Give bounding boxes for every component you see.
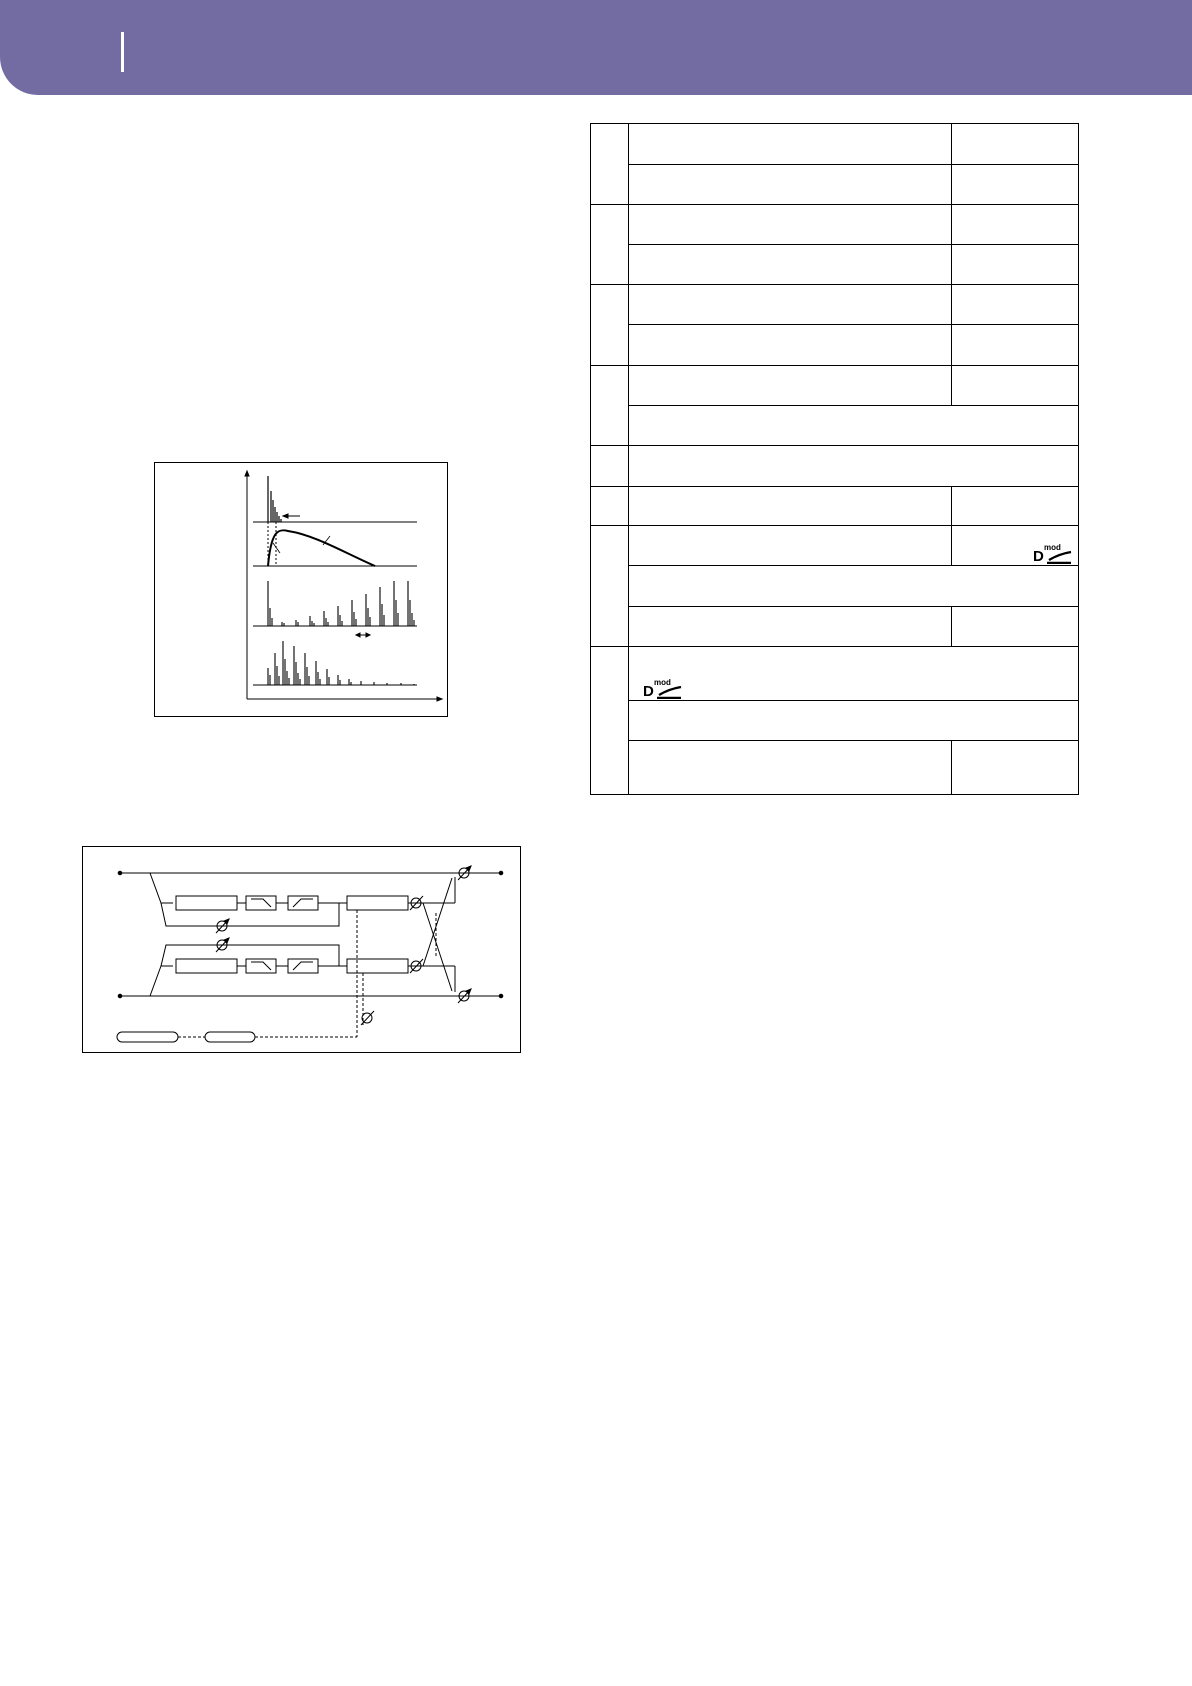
- lower-delay-block: [176, 959, 237, 973]
- upper-mix-block: [347, 896, 408, 910]
- row4-bursts: [268, 641, 414, 685]
- table-row-line: [628, 405, 1079, 406]
- dmod-icon: D mod: [643, 682, 689, 700]
- page-header-band: [0, 0, 1192, 95]
- row2-envelope: [268, 530, 375, 566]
- upper-lowpass-block: [246, 896, 276, 910]
- table-row-line: [628, 324, 1079, 325]
- table-row-line: [628, 740, 1079, 741]
- table-row-line: [628, 606, 1079, 607]
- table-row-line: [628, 164, 1079, 165]
- lower-mix-block: [347, 959, 408, 973]
- lower-lowpass-block: [246, 959, 276, 973]
- table-row-line: [591, 204, 1079, 205]
- upper-delay-block: [176, 896, 237, 910]
- header-divider-rule: [121, 32, 124, 72]
- row1-impulses: [268, 476, 281, 522]
- upper-highpass-block: [288, 896, 318, 910]
- lower-highpass-block: [288, 959, 318, 973]
- table-col-divider-2d: [951, 740, 952, 794]
- parameter-table: [590, 123, 1079, 795]
- table-row-line: [628, 244, 1079, 245]
- table-col-divider-1: [628, 124, 629, 794]
- table-row-line: [591, 365, 1079, 366]
- lfo-source-block: [117, 1032, 178, 1042]
- table-col-divider-2a: [951, 124, 952, 405]
- table-row-line: [591, 646, 1079, 647]
- table-row-line: [591, 486, 1079, 487]
- row3-bursts: [268, 581, 414, 626]
- table-row-line: [628, 700, 1079, 701]
- envelope-graph: [155, 463, 447, 716]
- block-diagram: [83, 847, 520, 1052]
- dmod-icon: D mod: [1033, 547, 1079, 565]
- table-row-line: [628, 565, 1079, 566]
- table-row-line: [591, 445, 1079, 446]
- mod-source-block: [205, 1032, 255, 1042]
- row3-spacing-arrow: [356, 633, 370, 637]
- table-col-divider-2c: [951, 606, 952, 646]
- table-row-line: [591, 284, 1079, 285]
- envelope-graph-figure: [154, 462, 448, 717]
- block-diagram-figure: [82, 846, 521, 1053]
- table-row-line: [591, 525, 1079, 526]
